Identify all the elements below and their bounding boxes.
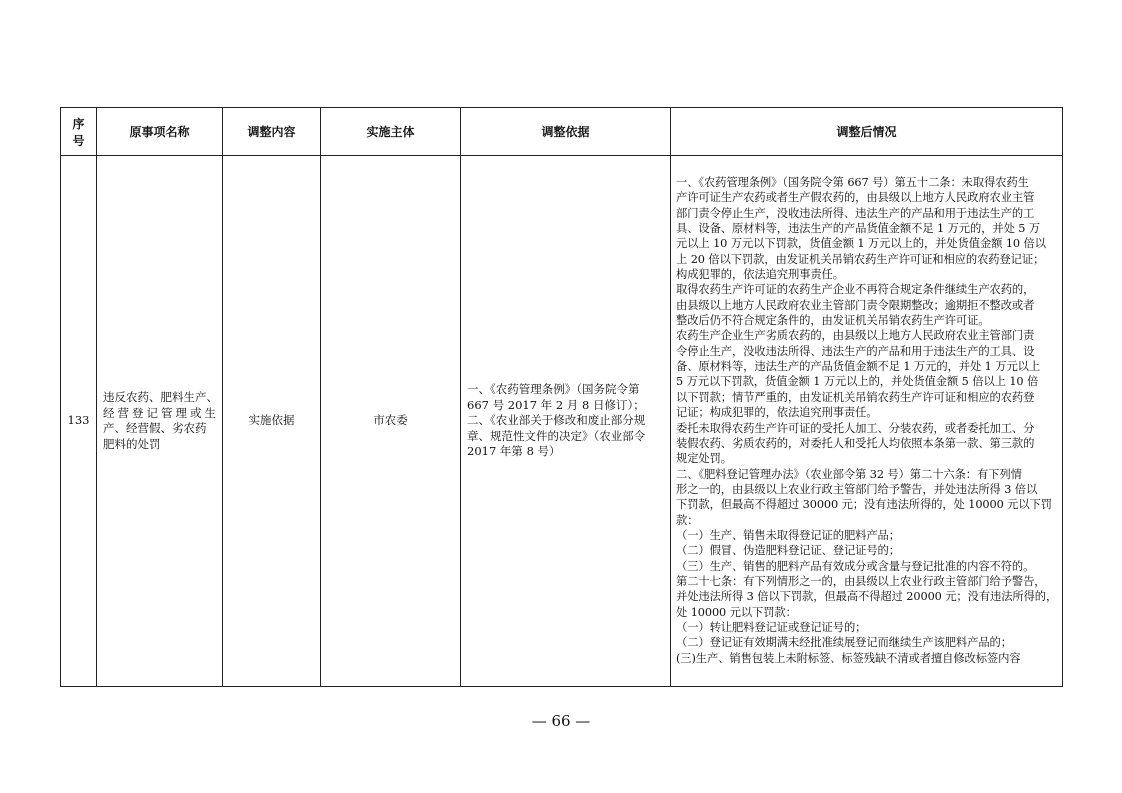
- text-line: 处 10000 元以下罚款：: [676, 605, 797, 619]
- text-line: 农药生产企业生产劣质农药的，由县级以上地方人民政府农业主管部门责: [676, 329, 1035, 343]
- text-line: 形之一的，由县级以上农业行政主管部门给予警告，并处违法所得 3 倍以: [676, 482, 1038, 496]
- text-line: 下罚款，但最高不得超过 30000 元；没有违法所得的，处 10000 元以下罚: [676, 498, 1052, 512]
- text-line: 肥料的处罚: [103, 436, 161, 451]
- text-line: （一）转让肥料登记证或登记证号的；: [676, 620, 867, 634]
- regulation-table: [60, 107, 1063, 687]
- text-line: （一）生产、销售未取得登记证的肥料产品；: [676, 528, 900, 542]
- text-line: 2017 年第 8 号）: [467, 444, 561, 459]
- original-item-name: [103, 156, 221, 686]
- text-line: 记证；构成犯罪的，依法追究刑事责任。: [676, 406, 878, 420]
- implementing-body: 市农委: [373, 413, 408, 428]
- adjusted-situation: [676, 175, 1057, 666]
- header-no: 序号: [72, 116, 85, 148]
- text-line: 章、规范性文件的决定》（农业部令: [467, 428, 646, 443]
- text-line: 整改后仍不符合规定条件的，由发证机关吊销农药生产许可证。: [676, 314, 990, 328]
- text-line: 违反农药、肥料生产、: [103, 390, 218, 404]
- text-line: 款：: [676, 513, 699, 527]
- text-line: （二）登记证有效期满未经批准续展登记而继续生产该肥料产品的；: [676, 636, 1012, 650]
- text-line: 二、《农业部关于修改和废止部分规: [467, 413, 646, 428]
- text-line: 5 万元以下罚款，货值金额 1 万元以上的，并处货值金额 5 倍以上 10 倍: [676, 375, 1039, 389]
- text-line: 部门责令停止生产，没收违法所得、违法生产的产品和用于违法生产的工: [676, 206, 1035, 220]
- text-line: 由县级以上地方人民政府农业主管部门责令限期整改；逾期拒不整改或者: [676, 298, 1035, 312]
- text-line: 一、《农药管理条例》（国务院令第 667 号）第五十二条：未取得农药生: [676, 176, 1029, 189]
- text-line: 备、原材料等，违法生产的产品货值金额不足 1 万元的，并处 1 万元以上: [676, 360, 1041, 374]
- text-line: （二）假冒、伪造肥料登记证、登记证号的；: [676, 544, 900, 558]
- adjust-content: 实施依据: [248, 413, 295, 428]
- text-line: 以下罚款；情节严重的，由发证机关吊销农药生产许可证和相应的农药登: [676, 390, 1035, 404]
- text-line: 元以上 10 万元以下罚款，货值金额 1 万元以上的，并处货值金额 10 倍以: [676, 237, 1046, 251]
- text-line: 令停止生产，没收违法所得、违法生产的产品和用于违法生产的工具、设: [676, 344, 1035, 358]
- text-line: 取得农药生产许可证的农药生产企业不再符合规定条件继续生产农药的，: [676, 283, 1035, 297]
- header-name: 原事项名称: [129, 125, 190, 139]
- column-divider: [96, 108, 97, 686]
- text-line: 经营登记管理或生: [103, 405, 219, 420]
- text-line: 一、《农药管理条例》（国务院令第: [467, 382, 640, 397]
- text-line: 规定处罚。: [676, 452, 732, 466]
- text-line: 装假农药、劣质农药的，对委托人和受托人均依照本条第一款、第三款的: [676, 436, 1035, 450]
- text-line: 构成犯罪的，依法追究刑事责任。: [676, 268, 844, 282]
- adjust-basis: [467, 156, 669, 686]
- text-line: (三)生产、销售包装上未附标签、标签残缺不清或者擅自修改标签内容: [676, 651, 1021, 665]
- header-body: 实施主体: [366, 125, 415, 139]
- text-line: 上 20 倍以下罚款，由发证机关吊销农药生产许可证和相应的农药登记证；: [676, 252, 1045, 266]
- column-divider: [670, 108, 671, 686]
- header-result: 调整后情况: [836, 125, 897, 139]
- text-line: 产、经营假、劣农药: [103, 421, 207, 435]
- column-divider: [460, 108, 461, 686]
- text-line: （三）生产、销售的肥料产品有效成分或含量与登记批准的内容不符的。: [676, 559, 1035, 573]
- header-basis: 调整依据: [541, 125, 590, 139]
- text-line: 产许可证生产农药或者生产假农药的，由县级以上地方人民政府农业主管: [676, 191, 1035, 205]
- text-line: 667 号 2017 年 2 月 8 日修订）；: [467, 397, 645, 412]
- text-line: 委托未取得农药生产许可证的受托人加工、分装农药，或者委托加工、分: [676, 421, 1035, 435]
- text-line: 第二十七条：有下列情形之一的，由县级以上农业行政主管部门给予警告，: [676, 574, 1046, 588]
- text-line: 二、《肥料登记管理办法》（农业部令第 32 号）第二十六条：有下列情: [676, 467, 1022, 481]
- header-content: 调整内容: [247, 125, 296, 139]
- row-number: 133: [67, 413, 90, 428]
- text-line: 并处违法所得 3 倍以下罚款，但最高不得超过 20000 元；没有违法所得的，: [676, 590, 1058, 604]
- text-line: 具、设备、原材料等，违法生产的产品货值金额不足 1 万元的，并处 5 万: [676, 222, 1041, 236]
- page-number: — 66 —: [531, 712, 591, 730]
